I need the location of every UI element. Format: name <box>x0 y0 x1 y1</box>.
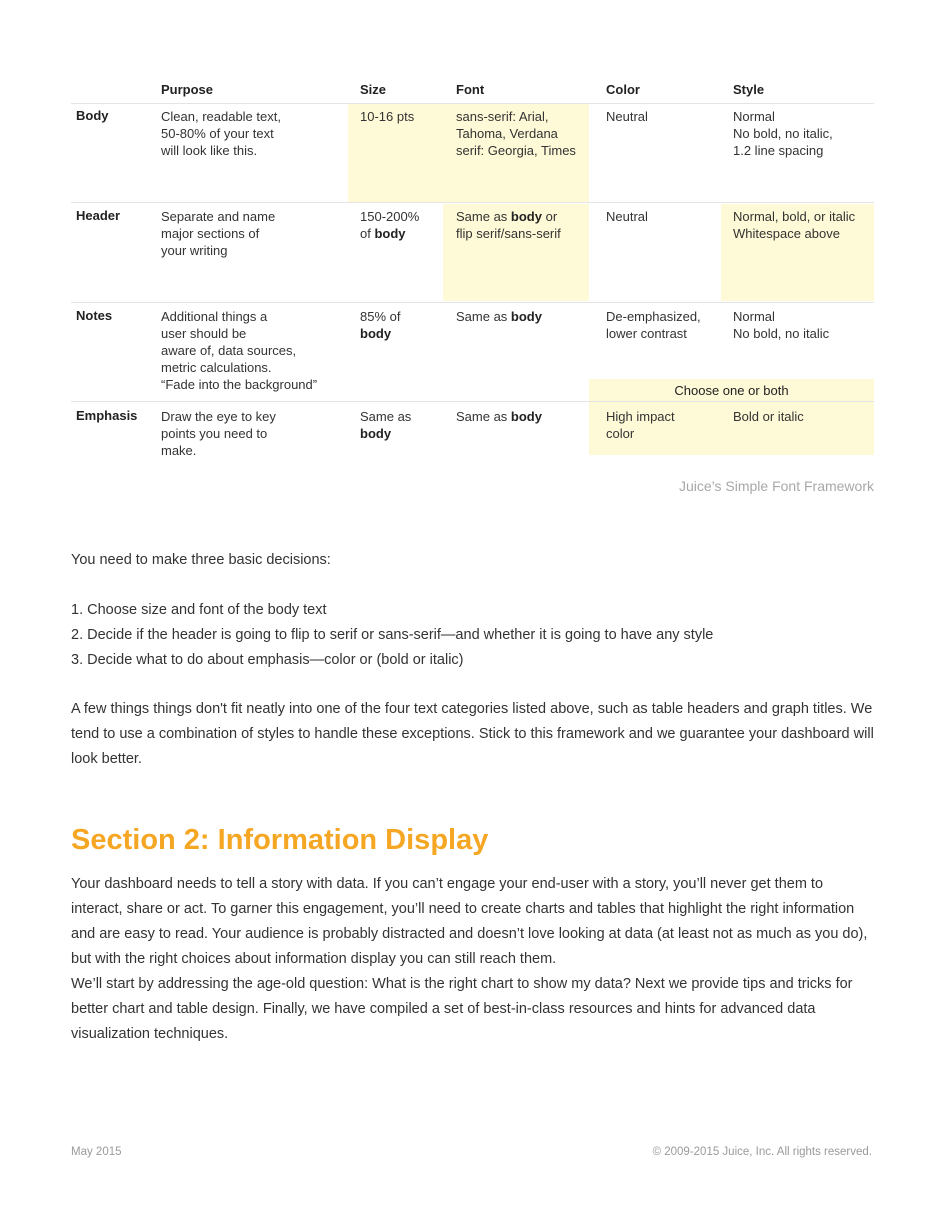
body-style: Normal No bold, no italic, 1.2 line spacing <box>733 109 833 158</box>
row-label-emphasis: Emphasis <box>76 408 138 423</box>
body-size: 10-16 pts <box>360 109 415 124</box>
col-header-purpose: Purpose <box>161 82 214 97</box>
section2-paragraph-2: We’ll start by addressing the age-old question: What is the right chart to show my data? Next we provide tips and tricks for better chart and table design. Finally, we have compiled a set of best-in-class resources and hints for advanced data visualization techniques. <box>71 976 853 1042</box>
table-row-rule <box>71 302 874 303</box>
intro-text: You need to make three basic decisions: <box>71 552 331 568</box>
header-color: Neutral <box>606 209 648 224</box>
footer-date: May 2015 <box>71 1146 122 1158</box>
row-label-header: Header <box>76 208 121 223</box>
notes-style: Normal No bold, no italic <box>733 309 830 341</box>
table-header-rule <box>71 103 874 104</box>
row-label-body: Body <box>76 108 109 123</box>
emphasis-style: Bold or italic <box>733 409 804 424</box>
body-purpose: Clean, readable text, 50-80% of your text will look like this. <box>161 109 281 158</box>
list-item: 1. Choose size and font of the body text <box>71 602 327 618</box>
notes-purpose: Additional things a user should be aware of, data sources, metric calculations. “Fade into the background” <box>161 309 318 392</box>
exceptions-paragraph: A few things things don't fit neatly into one of the four text categories listed above, such as table headers and graph titles. We tend to use a combination of styles to handle these exceptions. Stick to this framework and we guarantee your dashboard will look better. <box>71 701 874 767</box>
choose-one-or-both-note: Choose one or both <box>674 383 789 398</box>
header-purpose: Separate and name major sections of your writing <box>161 209 276 258</box>
notes-color: De-emphasized, lower contrast <box>606 309 701 341</box>
table-caption: Juice’s Simple Font Framework <box>678 478 874 494</box>
header-size: 150-200% of body <box>360 209 420 241</box>
list-item: 3. Decide what to do about emphasis—color or (bold or italic) <box>71 652 464 668</box>
section2-paragraph-1: Your dashboard needs to tell a story with data. If you can’t engage your end-user with a story, you’ll never get them to interact, share or act. To garner this engagement, you’ll need to create charts and tables that highlight the right information and are easy to read. Your audience is probably distracted and doesn’t love looking at data (at least not as much as you do), but with the right choices about information display you can still reach them. <box>71 876 868 967</box>
decisions-list <box>71 598 876 673</box>
col-header-style: Style <box>733 82 765 97</box>
emphasis-purpose: Draw the eye to key points you need to make. <box>161 409 276 458</box>
row-label-notes: Notes <box>76 308 113 323</box>
table-row-rule <box>71 202 874 203</box>
notes-font: Same as body <box>456 309 542 324</box>
emphasis-color: High impact color <box>606 409 675 441</box>
header-font: Same as body or flip serif/sans-serif <box>456 209 561 241</box>
col-header-color: Color <box>606 82 640 97</box>
col-header-font: Font <box>456 82 485 97</box>
body-color: Neutral <box>606 109 648 124</box>
notes-size: 85% of body <box>360 309 401 341</box>
section-title: Section 2: Information Display <box>71 824 489 856</box>
table-row-rule <box>71 401 874 402</box>
list-item: 2. Decide if the header is going to flip to serif or sans-serif—and whether it is going to have any style <box>71 627 714 643</box>
col-header-size: Size <box>360 82 387 97</box>
emphasis-font: Same as body <box>456 409 542 424</box>
header-style: Normal, bold, or italic Whitespace above <box>733 209 856 241</box>
emphasis-size: Same as body <box>360 409 412 441</box>
footer-copyright: © 2009-2015 Juice, Inc. All rights reserved. <box>652 1146 872 1158</box>
body-font: sans-serif: Arial, Tahoma, Verdana serif: Georgia, Times <box>456 109 576 158</box>
